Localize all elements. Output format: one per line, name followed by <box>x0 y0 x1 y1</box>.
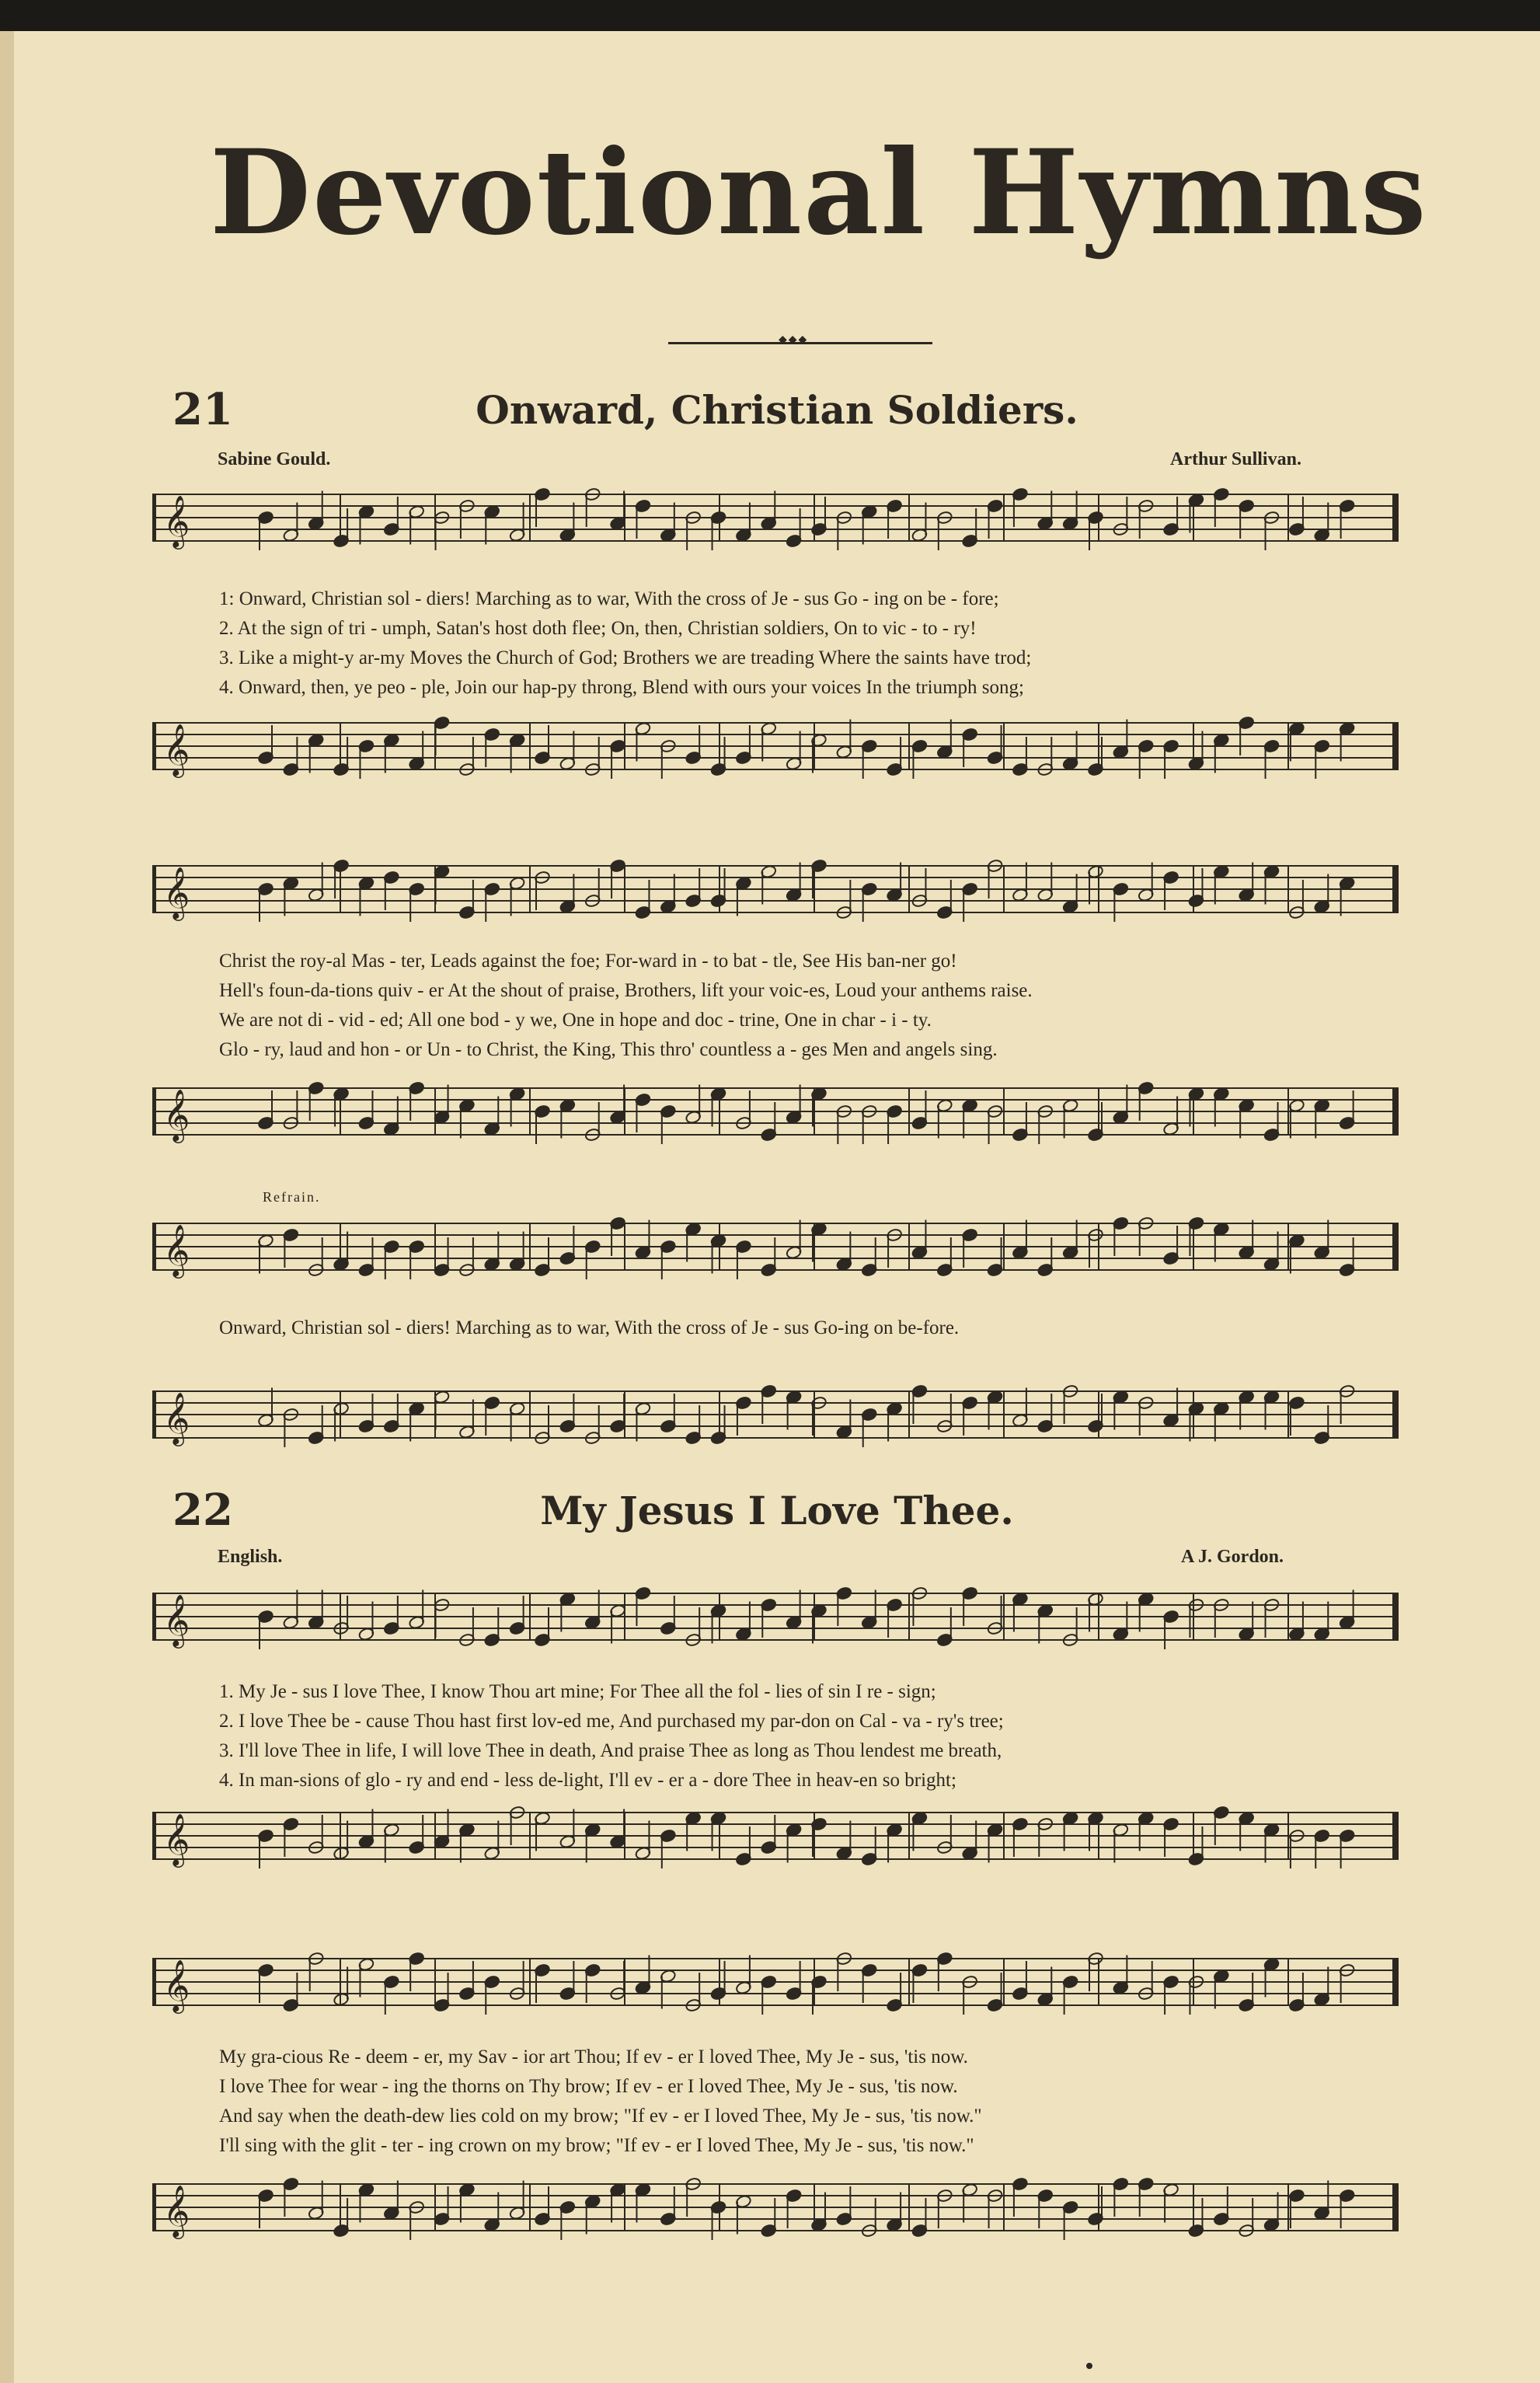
staff-drawing <box>152 1077 1399 1158</box>
clef-icon: 𝄞 <box>163 1813 190 1865</box>
music-staff-bass <box>152 2173 1399 2254</box>
clef-icon: 𝄞 <box>163 1391 190 1444</box>
lyric-line: 3. I'll love Thee in life, I will love Thee in death, And praise Thee as long as Thou lendest me breath, <box>219 1740 1002 1761</box>
hymn-composer-22: A J. Gordon. <box>1181 1547 1284 1567</box>
staff-drawing <box>152 1582 1399 1663</box>
staff-drawing <box>152 1380 1399 1461</box>
staff-drawing <box>152 1212 1399 1293</box>
staff-end-bar <box>1392 1088 1399 1135</box>
staff-start-bar <box>152 723 156 769</box>
staff-end-bar <box>1392 1223 1399 1270</box>
staff-start-bar <box>152 866 156 912</box>
music-staff-treble <box>152 1582 1399 1663</box>
staff-drawing <box>152 855 1399 936</box>
music-staff-bass <box>152 1802 1399 1882</box>
clef-icon: 𝄞 <box>163 1223 190 1276</box>
hymn-number-22: 22 <box>172 1485 233 1536</box>
staff-end-bar <box>1392 1813 1399 1859</box>
staff-drawing <box>152 2173 1399 2254</box>
staff-end-bar <box>1392 1593 1399 1640</box>
lyric-line: I love Thee for wear - ing the thorns on Thy brow; If ev - er I loved Thee, My Je - sus, 'tis now. <box>219 2076 958 2097</box>
staff-start-bar <box>152 494 156 541</box>
hymnal-page <box>14 31 1540 2383</box>
music-staff-treble <box>152 1212 1399 1293</box>
staff-start-bar <box>152 1593 156 1640</box>
page-edge <box>0 31 14 2383</box>
clef-icon: 𝄞 <box>163 1959 190 2011</box>
staff-start-bar <box>152 1813 156 1859</box>
clef-icon: 𝄞 <box>163 2184 190 2237</box>
staff-start-bar <box>152 2184 156 2231</box>
page-title: Devotional Hymns <box>210 124 1428 261</box>
refrain-label: Refrain. <box>263 1189 321 1205</box>
staff-start-bar <box>152 1223 156 1270</box>
refrain-lyrics-21 <box>219 1314 1416 1343</box>
lyric-line: We are not di - vid - ed; All one bod - y we, One in hope and doc - trine, One in char - i - ty. <box>219 1010 932 1031</box>
music-staff-treble <box>152 855 1399 936</box>
hymn-number-21: 21 <box>172 384 233 435</box>
lyric-line: Onward, Christian sol - diers! Marching as to war, With the cross of Je - sus Go-ing on be-fore. <box>219 1317 960 1338</box>
verse-lyrics-21-b <box>219 947 1416 1065</box>
hymn-author-21: Sabine Gould. <box>218 449 331 469</box>
music-staff-bass <box>152 1077 1399 1158</box>
staff-end-bar <box>1392 723 1399 769</box>
music-staff-treble <box>152 1948 1399 2029</box>
verse-lyrics-22-b <box>219 2043 1416 2161</box>
clef-icon: 𝄞 <box>163 723 190 776</box>
clef-icon: 𝄞 <box>163 1593 190 1646</box>
lyric-line: 1. My Je - sus I love Thee, I know Thou art mine; For Thee all the fol - lies of sin I re - sign; <box>219 1681 936 1702</box>
lyric-line: 4. In man-sions of glo - ry and end - less de-light, I'll ev - er a - dore Thee in heav-en so bright; <box>219 1770 956 1791</box>
staff-end-bar <box>1392 1959 1399 2005</box>
staff-drawing <box>152 1802 1399 1882</box>
lyric-line: Hell's foun-da-tions quiv - er At the shout of praise, Brothers, lift your voic-es, Loud your anthems raise. <box>219 980 1033 1001</box>
staff-start-bar <box>152 1088 156 1135</box>
lyric-line: 1: Onward, Christian sol - diers! Marching as to war, With the cross of Je - sus Go - ing on be - fore; <box>219 588 999 609</box>
lyric-line: I'll sing with the glit - ter - ing crown on my brow; "If ev - er I loved Thee, My Je - sus, 'tis now." <box>219 2135 974 2156</box>
staff-end-bar <box>1392 866 1399 912</box>
clef-icon: 𝄞 <box>163 1088 190 1141</box>
staff-start-bar <box>152 1959 156 2005</box>
hymn-author-22: English. <box>218 1547 283 1567</box>
staff-end-bar <box>1392 1391 1399 1438</box>
hymn-title-22: My Jesus I Love Thee. <box>540 1488 1014 1533</box>
verse-lyrics-21-a <box>219 584 1416 703</box>
staff-drawing <box>152 483 1399 564</box>
lyric-line: 4. Onward, then, ye peo - ple, Join our hap-py throng, Blend with ours your voices In the triumph song; <box>219 677 1024 698</box>
lyric-line: And say when the death-dew lies cold on my brow; "If ev - er I loved Thee, My Je - sus, 'tis now." <box>219 2106 982 2127</box>
clef-icon: 𝄞 <box>163 494 190 547</box>
music-staff-bass <box>152 712 1399 793</box>
lyric-line: 2. I love Thee be - cause Thou hast first lov-ed me, And purchased my par-don on Cal - va - ry's tree; <box>219 1711 1004 1732</box>
lyric-line: 2. At the sign of tri - umph, Satan's host doth flee; On, then, Christian soldiers, On to vic - to - ry! <box>219 618 977 639</box>
hymn-title-21: Onward, Christian Soldiers. <box>476 387 1078 433</box>
music-staff-treble <box>152 483 1399 564</box>
lyric-line: My gra-cious Re - deem - er, my Sav - ior art Thou; If ev - er I loved Thee, My Je - sus, 'tis now. <box>219 2046 968 2067</box>
clef-icon: 𝄞 <box>163 866 190 919</box>
staff-drawing <box>152 1948 1399 2029</box>
hymn-composer-21: Arthur Sullivan. <box>1170 449 1301 469</box>
staff-start-bar <box>152 1391 156 1438</box>
staff-end-bar <box>1392 494 1399 541</box>
lyric-line: Glo - ry, laud and hon - or Un - to Christ, the King, This thro' countless a - ges Men and angels sing. <box>219 1039 998 1060</box>
title-ornament-rule <box>668 342 932 349</box>
verse-lyrics-22-a <box>219 1677 1416 1795</box>
staff-end-bar <box>1392 2184 1399 2231</box>
lyric-line: Christ the roy-al Mas - ter, Leads against the foe; For-ward in - to bat - tle, See His ban-ner go! <box>219 951 957 972</box>
music-staff-bass <box>152 1380 1399 1461</box>
print-dot <box>1086 2363 1092 2369</box>
lyric-line: 3. Like a might-y ar-my Moves the Church of God; Brothers we are treading Where the saints have trod; <box>219 647 1032 668</box>
staff-drawing <box>152 712 1399 793</box>
